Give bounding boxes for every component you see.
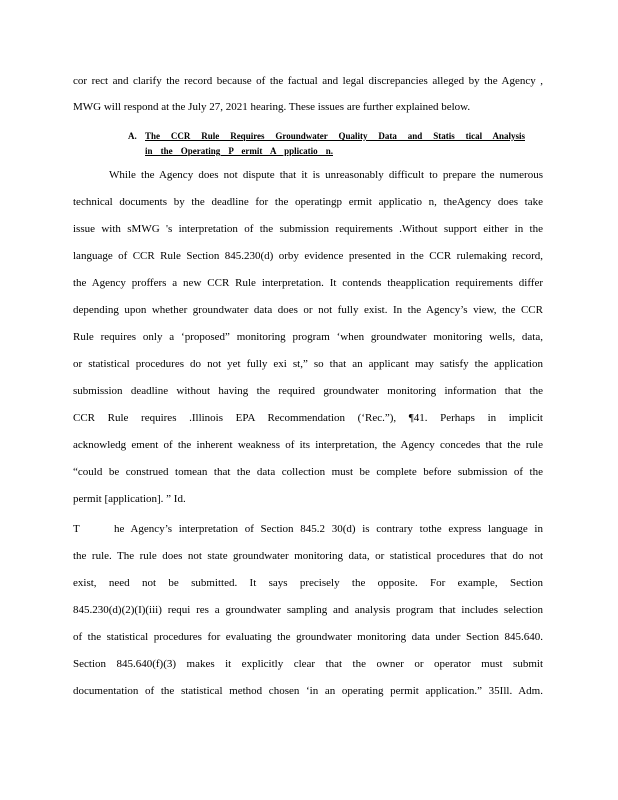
paragraph-line: exist, need not be submitted. It says precisely the opposite. For example, Section: [73, 577, 543, 589]
paragraph-line: permit [application]. ” Id.: [73, 493, 186, 505]
paragraph-line: or statistical procedures do not yet fully exi st,” so that an applicant may satisfy the application: [73, 358, 543, 370]
paragraph-line: acknowledg ement of the inherent weakness of its interpretation, the Agency concedes that the rule: [73, 439, 543, 451]
paragraph-line: issue with sMWG 's interpretation of the submission requirements .Without support either in the: [73, 223, 543, 235]
paragraph-line: he Agency’s interpretation of Section 845.2 30(d) is contrary tothe express language in: [114, 523, 543, 535]
paragraph-line: the rule. The rule does not state groundwater monitoring data, or statistical procedures that do not: [73, 550, 543, 562]
paragraph-line: of the statistical procedures for evaluating the groundwater monitoring data under Section 845.640.: [73, 631, 543, 643]
paragraph-line: Rule requires only a ‘proposed” monitoring program ‘when groundwater monitoring wells, data,: [73, 331, 543, 343]
drop-letter: T: [73, 523, 80, 535]
paragraph-line: language of CCR Rule Section 845.230(d) orby evidence presented in the CCR rulemaking record,: [73, 250, 543, 262]
paragraph-line: CCR Rule requires .Illinois EPA Recommendation (‘Rec.”), ¶41. Perhaps in implicit: [73, 412, 543, 424]
body-line: cor rect and clarify the record because of the factual and legal discrepancies alleged by the Agency ,: [73, 75, 543, 87]
paragraph-line: technical documents by the deadline for the operatingp ermit applicatio n, theAgency does take: [73, 196, 543, 208]
paragraph-line: documentation of the statistical method chosen ‘in an operating permit application.” 35Ill. Adm.: [73, 685, 543, 697]
section-heading-line: The CCR Rule Requires Groundwater Quality Data and Statis tical Analysis: [145, 131, 525, 141]
section-heading-letter: A.: [128, 131, 137, 141]
paragraph-line: “could be construed tomean that the data collection must be complete before submission of the: [73, 466, 543, 478]
body-line: MWG will respond at the July 27, 2021 hearing. These issues are further explained below.: [73, 101, 471, 113]
paragraph-line: While the Agency does not dispute that it is unreasonably difficult to prepare the numerous: [109, 169, 543, 181]
paragraph-line: 845.230(d)(2)(I)(iii) requi res a groundwater sampling and analysis program that includes selection: [73, 604, 543, 616]
paragraph-line: the Agency proffers a new CCR Rule interpretation. It contends theapplication requirements differ: [73, 277, 543, 289]
paragraph-line: submission deadline without having the required groundwater monitoring information that the: [73, 385, 543, 397]
section-heading-line: in the Operating P ermit A pplicatio n.: [145, 146, 333, 156]
paragraph-line: depending upon whether groundwater data does or not fully exist. In the Agency’s view, the CCR: [73, 304, 543, 316]
paragraph-line: Section 845.640(f)(3) makes it explicitly clear that the owner or operator must submit: [73, 658, 543, 670]
